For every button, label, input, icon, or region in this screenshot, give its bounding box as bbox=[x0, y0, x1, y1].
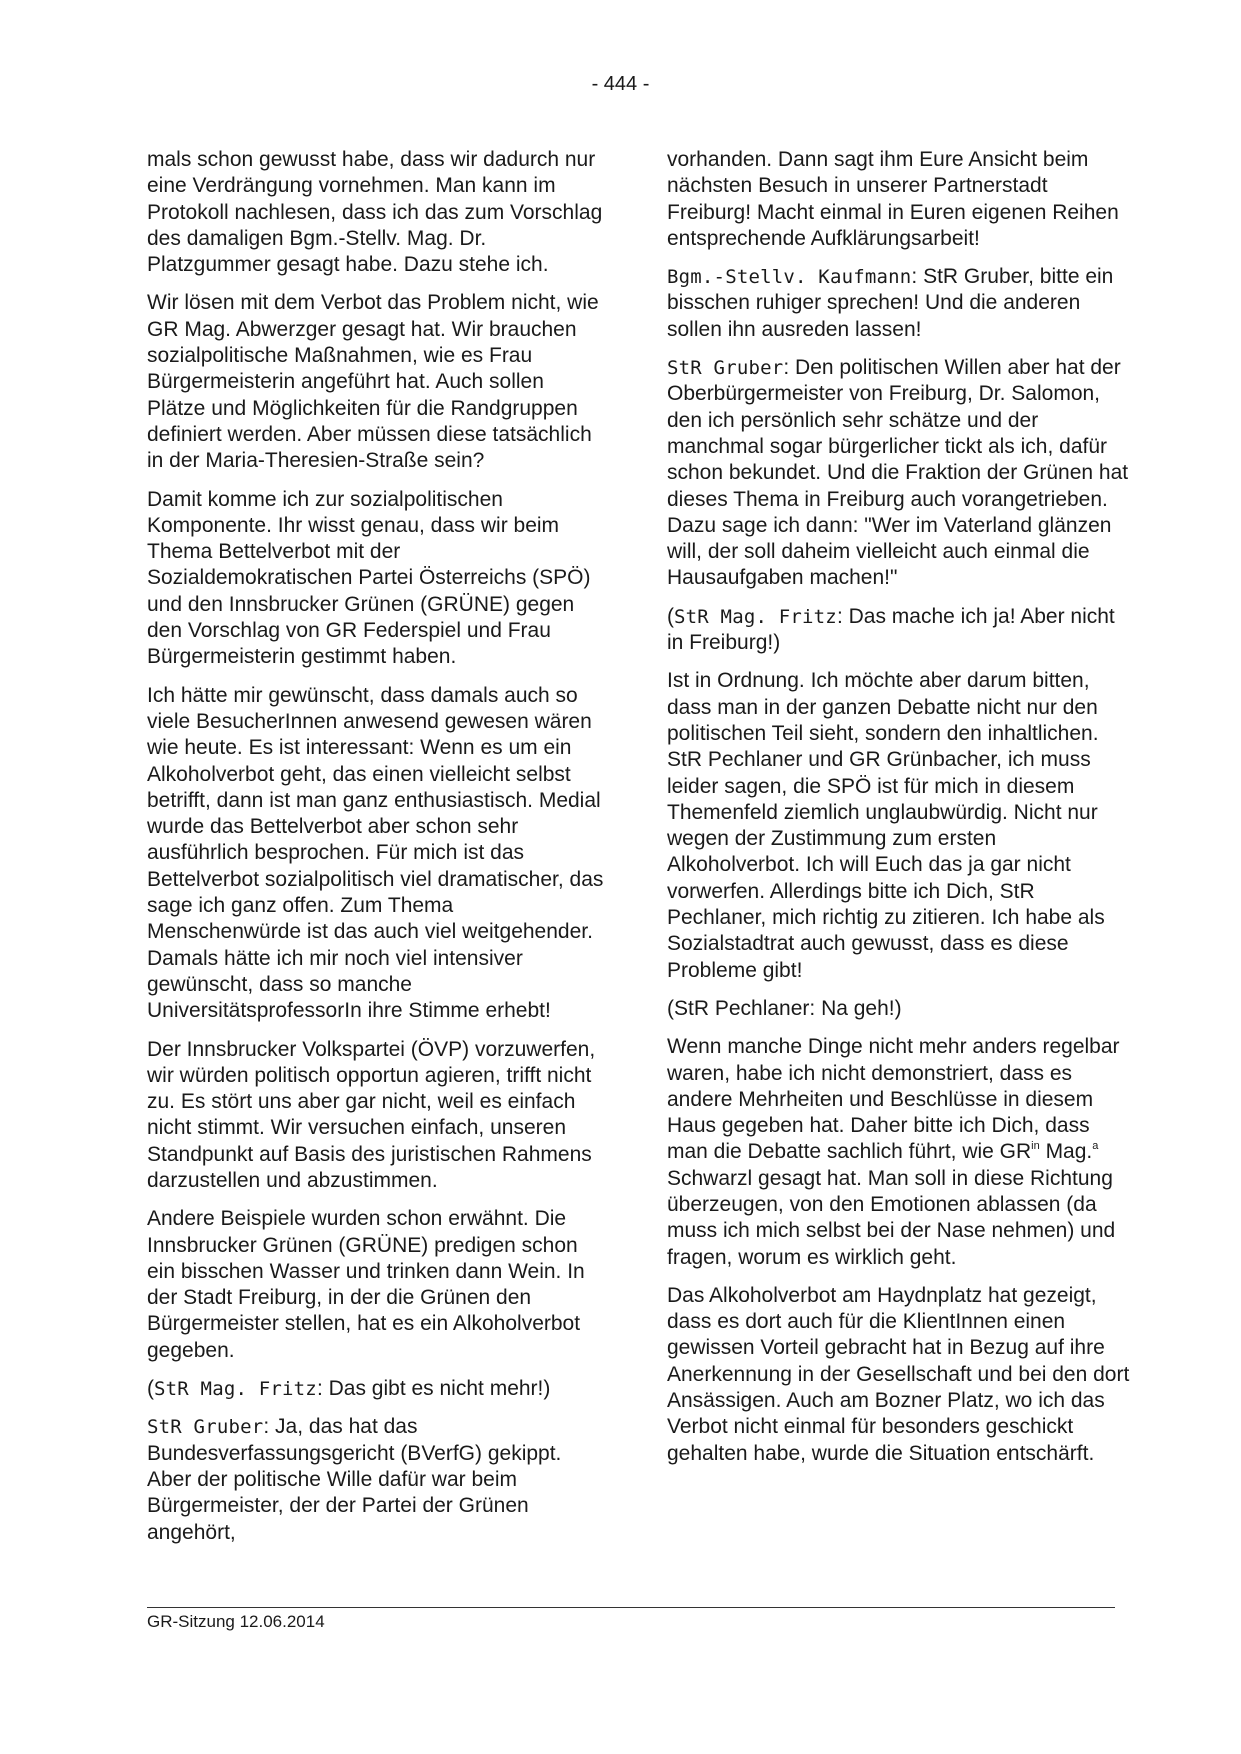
superscript: a bbox=[1092, 1140, 1099, 1153]
speaker-name: StR Mag. Fritz bbox=[154, 1378, 317, 1401]
interjection bbox=[667, 604, 1132, 657]
paragraph: Andere Beispiele wurden schon erwähnt. Die Innsbrucker Grünen (GRÜNE) predigen schon ein bisschen Wasser und trinken dann Wein. In der Stadt Freiburg, in der die Grünen den Bürgermeister stellen, hat es ein Alkoholverbot gegeben. bbox=[147, 1207, 585, 1362]
speech-text: : Den politischen Willen aber hat der Oberbürgermeister von Freiburg, Dr. Salomon, den ich persönlich sehr schätze und der manchmal sogar bürgerlicher tickt als ich, dafür schon bekundet. Und die Fraktion der Grünen hat dieses Thema in Freiburg auch vorangetrieben. Dazu sage ich dann: "Wer im Vaterland glänzen will, der soll daheim vielleicht auch einmal die Hausaufgaben machen!" bbox=[667, 356, 1129, 590]
paragraph: Das Alkoholverbot am Haydnplatz hat gezeigt, dass es dort auch für die KlientInnen einen gewissen Vorteil gebracht hat in Bezug auf ihre Anerkennung in der Gesellschaft und bei den dort Ansässigen. Auch am Bozner Platz, wo ich das Verbot nicht einmal für besonders geschickt gehalten habe, wurde die Situation entschärft. bbox=[667, 1283, 1130, 1465]
paren-open: ( bbox=[667, 604, 674, 628]
speaker-name: Bgm.-Stellv. Kaufmann bbox=[667, 266, 912, 289]
interjection: (StR Pechlaner: Na geh!) bbox=[667, 996, 902, 1020]
speech bbox=[667, 355, 1132, 592]
speaker-name: StR Mag. Fritz bbox=[674, 605, 837, 628]
paragraph: Damit komme ich zur sozialpolitischen Komponente. Ihr wisst genau, dass wir beim Thema Bettelverbot mit der Sozialdemokratischen Partei Österreichs (SPÖ) und den Innsbrucker Grünen (GRÜNE) gegen den Vorschlag von GR Federspiel und Frau Bürgermeisterin gestimmt haben. bbox=[147, 487, 591, 669]
speaker-name: StR Gruber bbox=[147, 1416, 264, 1439]
text-segment: Mag. bbox=[1039, 1140, 1093, 1164]
page-number: - 444 - bbox=[591, 73, 650, 95]
paragraph: mals schon gewusst habe, dass wir dadurch nur eine Verdrängung vornehmen. Man kann im Protokoll nachlesen, dass ich das zum Vorschlag des damaligen Bgm.-Stellv. Mag. Dr. Platzgummer gesagt habe. Dazu stehe ich. bbox=[147, 148, 603, 277]
left-column bbox=[147, 147, 607, 1558]
speaker-name: StR Gruber bbox=[667, 357, 784, 380]
paragraph: Wir lösen mit dem Verbot das Problem nicht, wie GR Mag. Abwerzger gesagt hat. Wir brauchen sozialpolitische Maßnahmen, wie es Frau Bürgermeisterin angeführt hat. Auch sollen Plätze und Möglichkeiten für die Randgruppen definiert werden. Aber müssen diese tatsächlich in der Maria-Theresien-Straße sein? bbox=[147, 291, 599, 473]
paren-open: ( bbox=[147, 1377, 154, 1401]
speech bbox=[667, 264, 1132, 343]
speech-text: : Das gibt es nicht mehr!) bbox=[316, 1377, 551, 1401]
right-column bbox=[667, 147, 1132, 1479]
speech-text: : StR Gruber, bitte ein bisschen ruhiger sprechen! Und die anderen sollen ihn ausreden lassen! bbox=[667, 265, 1114, 341]
speech-text: : Das mache ich ja! Aber nicht in Freiburg!) bbox=[667, 604, 1115, 655]
paragraph: Ist in Ordnung. Ich möchte aber darum bitten, dass man in der ganzen Debatte nicht nur den politischen Teil sieht, sondern den inhaltlichen. StR Pechlaner und GR Grünbacher, ich muss leider sagen, die SPÖ ist für mich in diesem Themenfeld ziemlich unglaubwürdig. Nicht nur wegen der Zustimmung zum ersten Alkoholverbot. Ich will Euch das ja gar nicht vorwerfen. Allerdings bitte ich Dich, StR Pechlaner, mich richtig zu zitieren. Ich habe als Sozialstadtrat auch gewusst, dass es diese Probleme gibt! bbox=[667, 669, 1105, 982]
paragraph bbox=[667, 1034, 1132, 1271]
paragraph: Ich hätte mir gewünscht, dass damals auch so viele BesucherInnen anwesend gewesen wären wie heute. Es ist interessant: Wenn es um ein Alkoholverbot geht, das einen vielleicht selbst betrifft, dann ist man ganz enthusiastisch. Medial wurde das Bettelverbot aber schon sehr ausführlich besprochen. Für mich ist das Bettelverbot sozialpolitisch viel dramatischer, das sage ich ganz offen. Zum Thema Menschenwürde ist das auch viel weitgehender. Damals hätte ich mir noch viel intensiver gewünscht, dass so manche UniversitätsprofessorIn ihre Stimme erhebt! bbox=[147, 683, 604, 1023]
superscript: in bbox=[1031, 1140, 1040, 1153]
paragraph: Der Innsbrucker Volkspartei (ÖVP) vorzuwerfen, wir würden politisch opportun agieren, trifft nicht zu. Es stört uns aber gar nicht, weil es einfach nicht stimmt. Wir versuchen einfach, unseren Standpunkt auf Basis des juristischen Rahmens darzustellen und abzustimmen. bbox=[147, 1037, 596, 1192]
footer-session-date: GR-Sitzung 12.06.2014 bbox=[147, 1612, 325, 1631]
speech-text: : Ja, das hat das Bundesverfassungsgericht (BVerfG) gekippt. Aber der politische Wille dafür war beim Bürgermeister, der der Partei der Grünen angehört, bbox=[147, 1415, 562, 1544]
speech bbox=[147, 1414, 607, 1545]
footer-divider bbox=[147, 1607, 1115, 1608]
interjection bbox=[147, 1376, 607, 1402]
text-segment: Wenn manche Dinge nicht mehr anders regelbar waren, habe ich nicht demonstriert, dass es andere Mehrheiten und Beschlüsse in diesem Haus gegeben hat. Daher bitte ich Dich, dass man die Debatte sachlich führt, wie GR bbox=[667, 1035, 1120, 1164]
text-segment: Schwarzl gesagt hat. Man soll in diese Richtung überzeugen, von den Emotionen ablassen (da muss ich mich selbst bei der Nase nehmen) und fragen, worum es wirklich geht. bbox=[667, 1166, 1116, 1269]
paragraph: vorhanden. Dann sagt ihm Eure Ansicht beim nächsten Besuch in unserer Partnerstadt Freiburg! Macht einmal in Euren eigenen Reihen entsprechende Aufklärungsarbeit! bbox=[667, 148, 1119, 250]
